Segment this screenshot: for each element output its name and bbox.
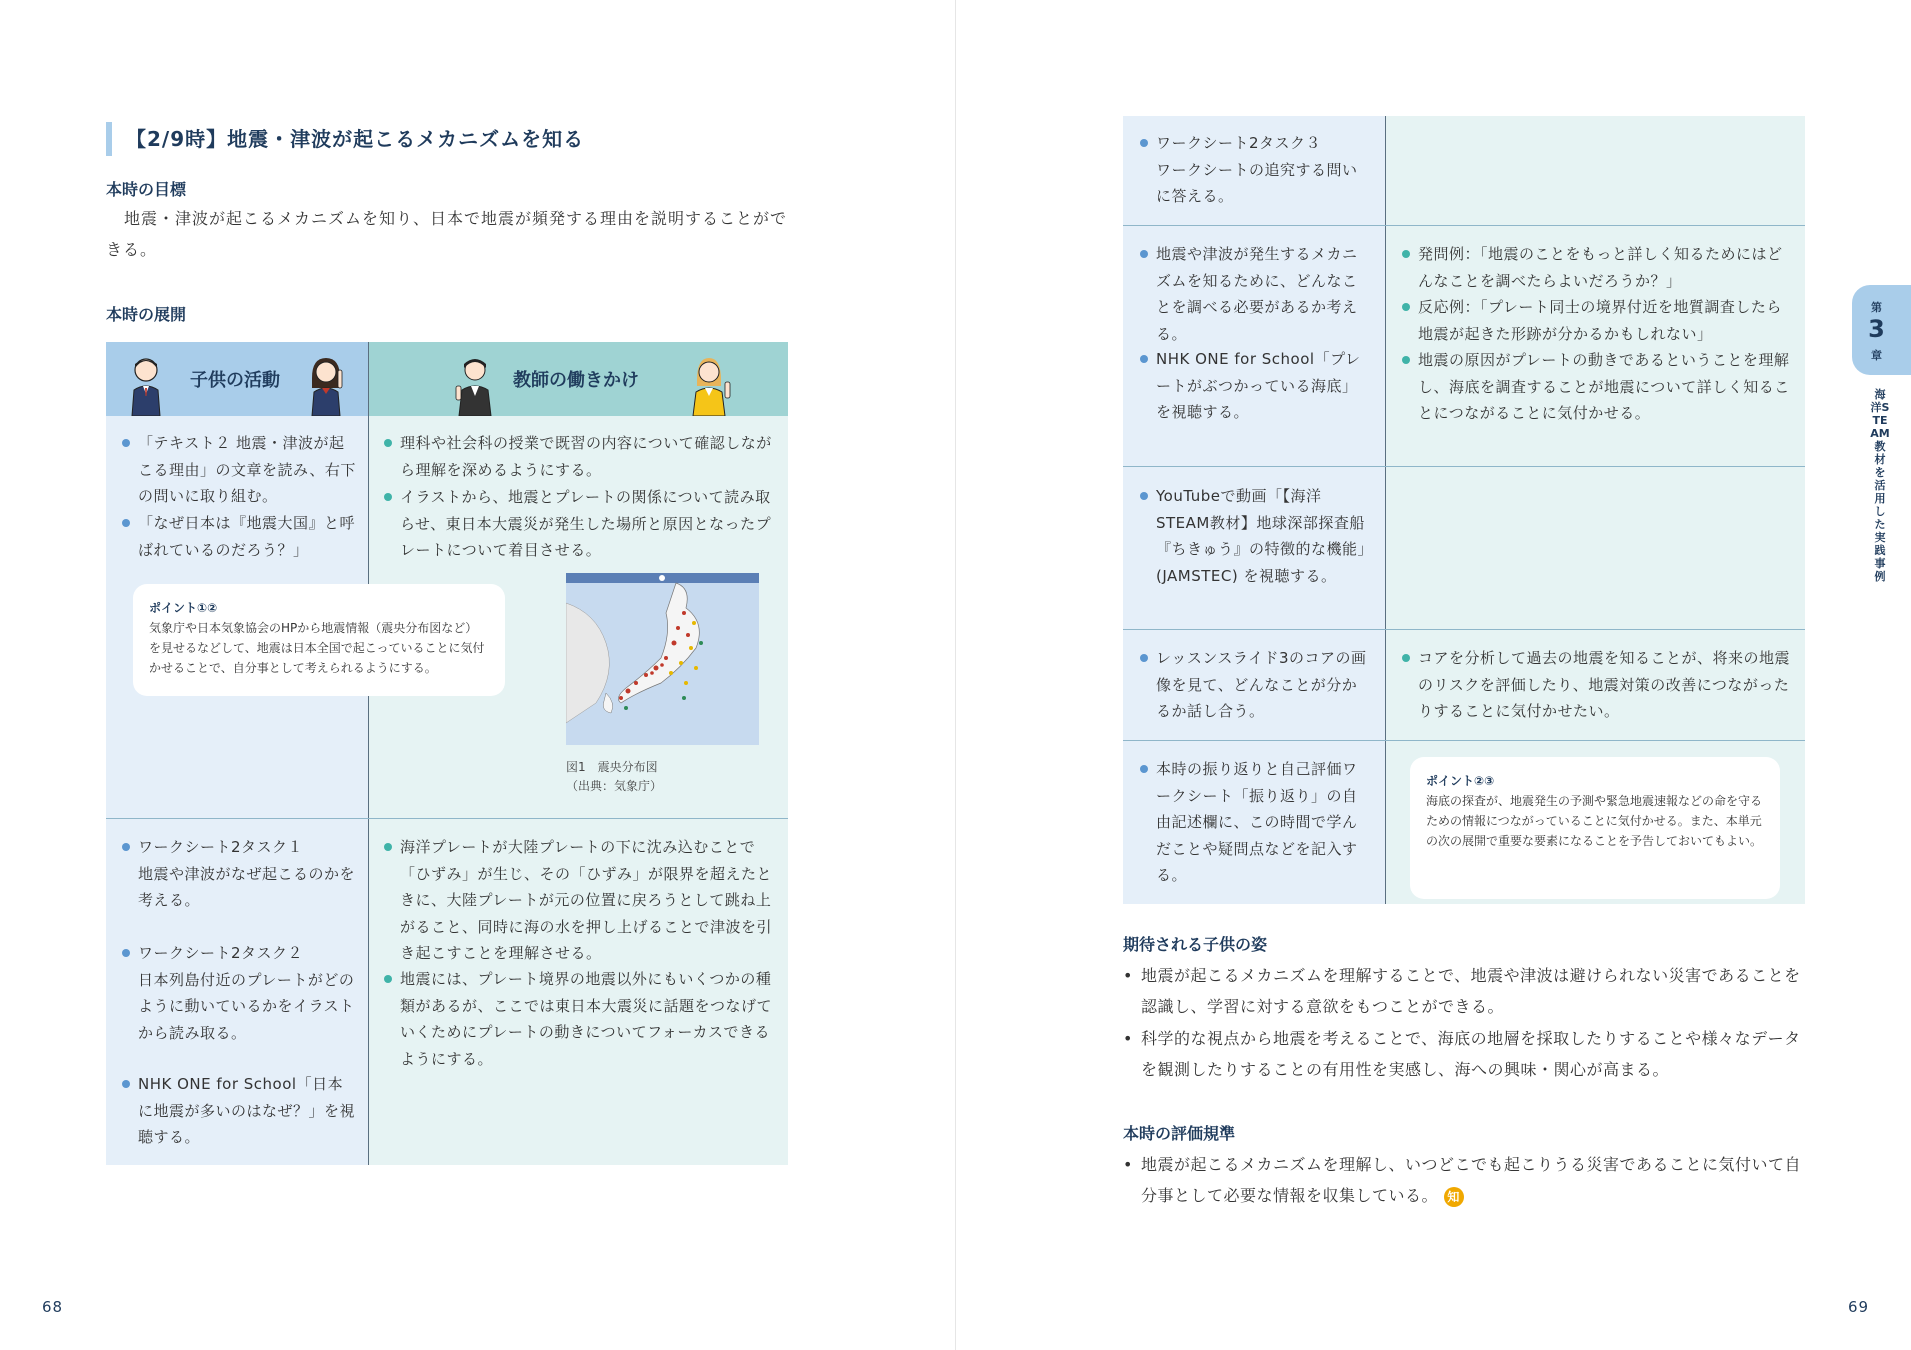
page-number-right: 69	[1848, 1298, 1870, 1316]
point-box-1	[133, 584, 505, 696]
teacher-column-header	[369, 342, 788, 416]
knowledge-badge: 知	[1444, 1187, 1464, 1207]
bullet-icon	[384, 843, 392, 851]
list-item: 地震の原因がプレートの動きであるということを理解し、海底を調査することが地震について詳しく知ることにつながることに気付かせる。	[1418, 347, 1790, 427]
bullet-icon	[384, 493, 392, 501]
bullet-icon	[1140, 139, 1148, 147]
bullet-icon	[122, 843, 130, 851]
table-divider-row	[1123, 225, 1805, 226]
point-box-text: 気象庁や日本気象協会のHPから地震情報（震央分布図など）を見せるなどして、地震は日本全国で起こっていることに気付かせることで、自分事として考えられるようにする。	[149, 621, 485, 675]
list-item: • 地震が起こるメカニズムを理解し、いつどこでも起こりうる災害であることに気付いて自分事として必要な情報を収集している。 知	[1123, 1155, 1802, 1205]
list-item: レッスンスライド3のコアの画像を見て、どんなことが分かるか話し合う。	[1156, 645, 1372, 725]
bullet-icon	[1140, 654, 1148, 662]
student-girl-icon	[306, 356, 346, 416]
goal-heading: 本時の目標	[106, 180, 187, 199]
list-item: 地震には、プレート境界の地震以外にもいくつかの種類があるが、ここでは東日本大震災に話題をつなげていくためにプレートの動きについてフォーカスできるようにする。	[400, 966, 774, 1072]
table-divider-row	[1123, 740, 1805, 741]
page-gutter	[955, 0, 956, 1350]
list-item: ワークシート2タスク２ 日本列島付近のプレートがどのように動いているかをイラストから読み取る。	[138, 940, 356, 1046]
goal-text-line1: 地震・津波が起こるメカニズムを知り、日本で地震が頻発する理由を説明することがで	[124, 209, 788, 228]
list-item: イラストから、地震とプレートの関係について読み取らせ、東日本大震災が発生した場所と原因となったプレートについて着目させる。	[400, 484, 774, 564]
bullet-icon	[1140, 765, 1148, 773]
bullet-icon	[122, 439, 130, 447]
bullet-icon	[1140, 250, 1148, 258]
bullet-icon	[122, 519, 130, 527]
list-item: • 地震が起こるメカニズムを理解することで、地震や津波は避けられない災害であることを認識し、学習に対する意欲をもつことができる。	[1123, 966, 1801, 1016]
list-item: ワークシート2タスク３ ワークシートの追究する問いに答える。	[1156, 130, 1372, 210]
point-box-title: ポイント①②	[149, 601, 218, 615]
epicenter-map-figure	[566, 573, 759, 745]
point-box-2	[1410, 757, 1780, 899]
list-item: 発問例：「地震のことをもっと詳しく知るためにはどんなことを調べたらよいだろうか？」	[1418, 241, 1790, 294]
bullet-icon	[122, 949, 130, 957]
list-item: 海洋プレートが大陸プレートの下に沈み込むことで「ひずみ」が生じ、その「ひずみ」が限界を超えたときに、大陸プレートが元の位置に戻ろうとして跳ね上がること、同時に海の水を押し上げることで津波を引き起こすことを理解させる。	[400, 834, 774, 967]
point-box-text: 海底の探査が、地震発生の予測や緊急地震速報などの命を守るための情報につながっていることに気付かせる。また、本単元の次の展開で重要な要素になることを予告しておいてもよい。	[1426, 794, 1763, 848]
chapter-title-vertical: 海洋STEAM教材を活用した実践事例	[1870, 388, 1890, 583]
list-item: 「なぜ日本は『地震大国』と呼ばれているのだろう？」	[138, 510, 356, 563]
goal-text-line2: きる。	[106, 240, 158, 259]
student-boy-icon	[128, 356, 164, 416]
list-item: NHK ONE for School「プレートがぶつかっている海底」を視聴する。	[1156, 346, 1372, 426]
child-column-label: 子供の活動	[190, 370, 280, 391]
child-column-header	[106, 342, 368, 416]
teacher-woman-icon	[687, 356, 731, 416]
japan-map-icon	[566, 573, 759, 745]
list-item: 本時の振り返りと自己評価ワークシート「振り返り」の自由記述欄に、この時間で学んだことや疑問点などを記入する。	[1156, 756, 1372, 889]
bullet-icon	[1402, 303, 1410, 311]
table-divider-vertical	[1385, 116, 1386, 904]
list-item: ワークシート2タスク１ 地震や津波がなぜ起こるのかを考える。	[138, 834, 356, 914]
teacher-column-label: 教師の働きかけ	[513, 370, 639, 391]
expected-heading: 期待される子供の姿	[1123, 935, 1268, 954]
teacher-man-icon	[455, 356, 495, 416]
table-divider-vertical	[368, 342, 369, 1165]
bullet-icon	[384, 975, 392, 983]
bullet-icon	[1140, 355, 1148, 363]
list-item: NHK ONE for School「日本に地震が多いのはなぜ？」を視聴する。	[138, 1071, 356, 1151]
list-item: 反応例：「プレート同士の境界付近を地質調査したら地震が起きた形跡が分かるかもしれない」	[1418, 294, 1790, 347]
bullet-icon	[384, 439, 392, 447]
list-item: • 科学的な視点から地震を考えることで、海底の地層を採取したりすることや様々なデータを観測したりすることの有用性を実感し、海への興味・関心が高まる。	[1123, 1029, 1801, 1079]
bullet-icon	[1402, 356, 1410, 364]
eval-heading: 本時の評価規準	[1123, 1124, 1236, 1143]
list-item: 「テキスト２ 地震・津波が起こる理由」の文章を読み、右下の問いに取り組む。	[138, 430, 356, 510]
list-item: 地震や津波が発生するメカニズムを知るために、どんなことを調べる必要があるか考える。	[1156, 241, 1372, 347]
chapter-tab: 第 3 章	[1852, 285, 1911, 375]
table-divider-row	[1123, 629, 1805, 630]
list-item: 理科や社会科の授業で既習の内容について確認しながら理解を深めるようにする。	[400, 430, 774, 483]
bullet-icon	[1140, 492, 1148, 500]
bullet-icon	[122, 1080, 130, 1088]
flow-heading: 本時の展開	[106, 305, 187, 324]
point-box-title: ポイント②③	[1426, 774, 1495, 788]
figure-caption: 図1 震央分布図 （出典：気象庁）	[566, 760, 663, 793]
table-divider-row	[106, 818, 788, 819]
list-item: コアを分析して過去の地震を知ることが、将来の地震のリスクを評価したり、地震対策の改善につながったりすることに気付かせたい。	[1418, 645, 1790, 725]
table-divider-row	[1123, 466, 1805, 467]
bullet-icon	[1402, 654, 1410, 662]
page-number-left: 68	[42, 1298, 64, 1316]
bullet-icon	[1402, 250, 1410, 258]
section-title: 【2/9時】地震・津波が起こるメカニズムを知る	[106, 122, 584, 156]
list-item: YouTubeで動画「【海洋STEAM教材】地球深部探査船『ちきゅう』の特徴的な機能」(JAMSTEC) を視聴する。	[1156, 483, 1372, 589]
